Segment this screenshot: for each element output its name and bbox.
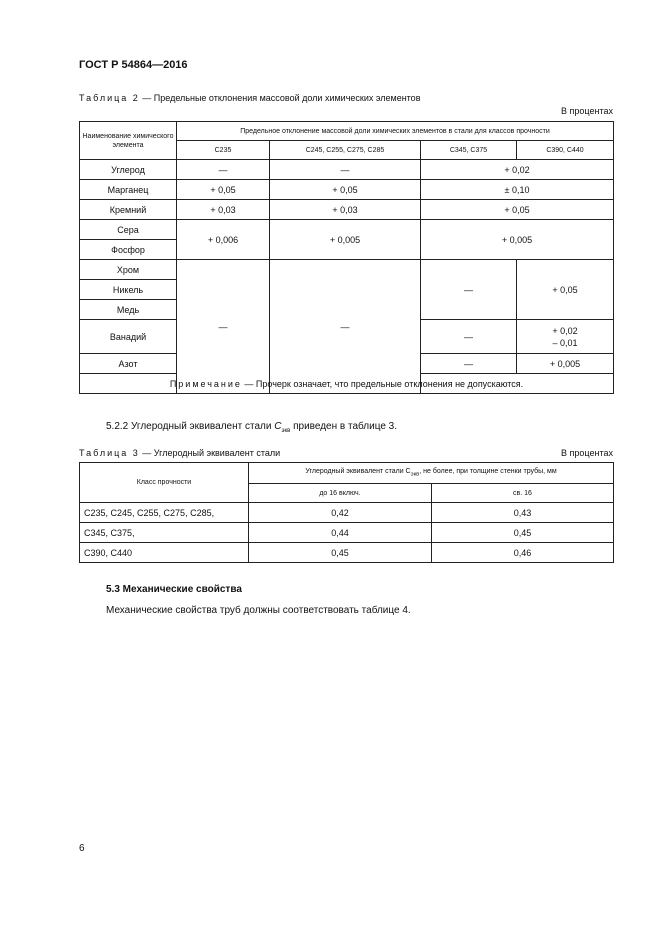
table2-caption	[79, 93, 420, 103]
cell-value: 0,46	[432, 543, 614, 563]
table2-header-class: С245, С255, С275, С285	[270, 141, 421, 160]
header-text: Углеродный эквивалент стали С	[305, 467, 411, 475]
paragraph-text: приведен в таблице 3.	[290, 421, 398, 432]
element-name: Азот	[80, 354, 177, 374]
paragraph-5-2-2	[106, 421, 397, 434]
table2-note-label: Примечание	[169, 378, 242, 389]
class-name: С390, С440	[80, 543, 249, 563]
cell-value-bottom: – 0,01	[552, 337, 578, 348]
table2-header-element: Наименование химического элемента	[80, 122, 177, 160]
element-name: Медь	[80, 300, 177, 320]
cell-value: + 0,03	[270, 200, 421, 220]
page-number: 6	[79, 843, 85, 854]
cell-value: + 0,05	[177, 180, 270, 200]
element-name: Фосфор	[80, 240, 177, 260]
table2-caption-text: — Предельные отклонения массовой доли химических элементов	[139, 93, 421, 103]
element-name: Сера	[80, 220, 177, 240]
cell-value: + 0,05	[421, 200, 614, 220]
table2-header-group: Предельное отклонение массовой доли химических элементов в стали для классов прочности	[177, 122, 614, 141]
cell-value: + 0,05	[270, 180, 421, 200]
header-subscript: экв	[410, 471, 420, 478]
table3-header-col-a: до 16 включ.	[249, 484, 432, 503]
symbol-c: С	[274, 421, 282, 432]
table3-caption	[79, 448, 280, 458]
table-row	[80, 220, 614, 240]
cell-value: 0,43	[432, 503, 614, 523]
cell-value: + 0,005	[421, 220, 614, 260]
table3-caption-text: — Углеродный эквивалент стали	[139, 448, 281, 458]
cell-value: + 0,02	[421, 160, 614, 180]
table2	[79, 121, 614, 394]
table3-header-col-b: св. 16	[432, 484, 614, 503]
element-name: Никель	[80, 280, 177, 300]
cell-value: + 0,005	[270, 220, 421, 260]
paragraph-text: 5.2.2 Углеродный эквивалент стали	[106, 421, 275, 432]
cell-value	[517, 320, 614, 354]
cell-value: —	[421, 260, 517, 320]
cell-value: 0,45	[249, 543, 432, 563]
table-row	[80, 180, 614, 200]
table2-units: В процентах	[561, 106, 613, 116]
cell-value: —	[270, 260, 421, 394]
cell-value: + 0,006	[177, 220, 270, 260]
cell-value-top: + 0,02	[552, 325, 578, 336]
table-row	[80, 523, 614, 543]
table3	[79, 462, 614, 563]
element-name: Марганец	[80, 180, 177, 200]
table2-note-text: — Прочерк означает, что предельные отклонения не допускаются.	[241, 378, 524, 389]
table-row	[80, 200, 614, 220]
element-name: Ванадий	[80, 320, 177, 354]
table-row	[80, 160, 614, 180]
class-name: С345, С375,	[80, 523, 249, 543]
table2-caption-label: Таблица 2	[79, 93, 140, 103]
cell-value: —	[177, 260, 270, 394]
cell-value: 0,44	[249, 523, 432, 543]
cell-value: —	[270, 160, 421, 180]
cell-value: ± 0,10	[421, 180, 614, 200]
element-name: Кремний	[80, 200, 177, 220]
table2-header-class: С345, С375	[421, 141, 517, 160]
table3-caption-label: Таблица 3	[79, 448, 140, 458]
table3-header-group	[249, 463, 614, 484]
cell-value: + 0,005	[517, 354, 614, 374]
cell-value: —	[177, 160, 270, 180]
table-row	[80, 374, 614, 394]
table3-units: В процентах	[561, 448, 613, 458]
table-row	[80, 260, 614, 280]
section-heading-5-3: 5.3 Механические свойства	[106, 584, 242, 595]
cell-value: + 0,03	[177, 200, 270, 220]
element-name: Хром	[80, 260, 177, 280]
cell-value: —	[421, 354, 517, 374]
cell-value: 0,45	[432, 523, 614, 543]
table2-note	[80, 374, 614, 394]
cell-value: —	[421, 320, 517, 354]
element-name: Углерод	[80, 160, 177, 180]
symbol-subscript: экв	[281, 428, 291, 434]
table2-header-class: С390, С440	[517, 141, 614, 160]
header-text: , не более, при толщине стенки трубы, мм	[419, 467, 557, 475]
document-code: ГОСТ Р 54864—2016	[79, 59, 188, 71]
paragraph-5-3: Механические свойства труб должны соответствовать таблице 4.	[106, 605, 411, 616]
table-row	[80, 503, 614, 523]
cell-value: + 0,05	[517, 260, 614, 320]
cell-value: 0,42	[249, 503, 432, 523]
table3-header-class: Класс прочности	[80, 463, 249, 503]
class-name: С235, С245, С255, С275, С285,	[80, 503, 249, 523]
table2-header-class: С235	[177, 141, 270, 160]
table-row	[80, 543, 614, 563]
